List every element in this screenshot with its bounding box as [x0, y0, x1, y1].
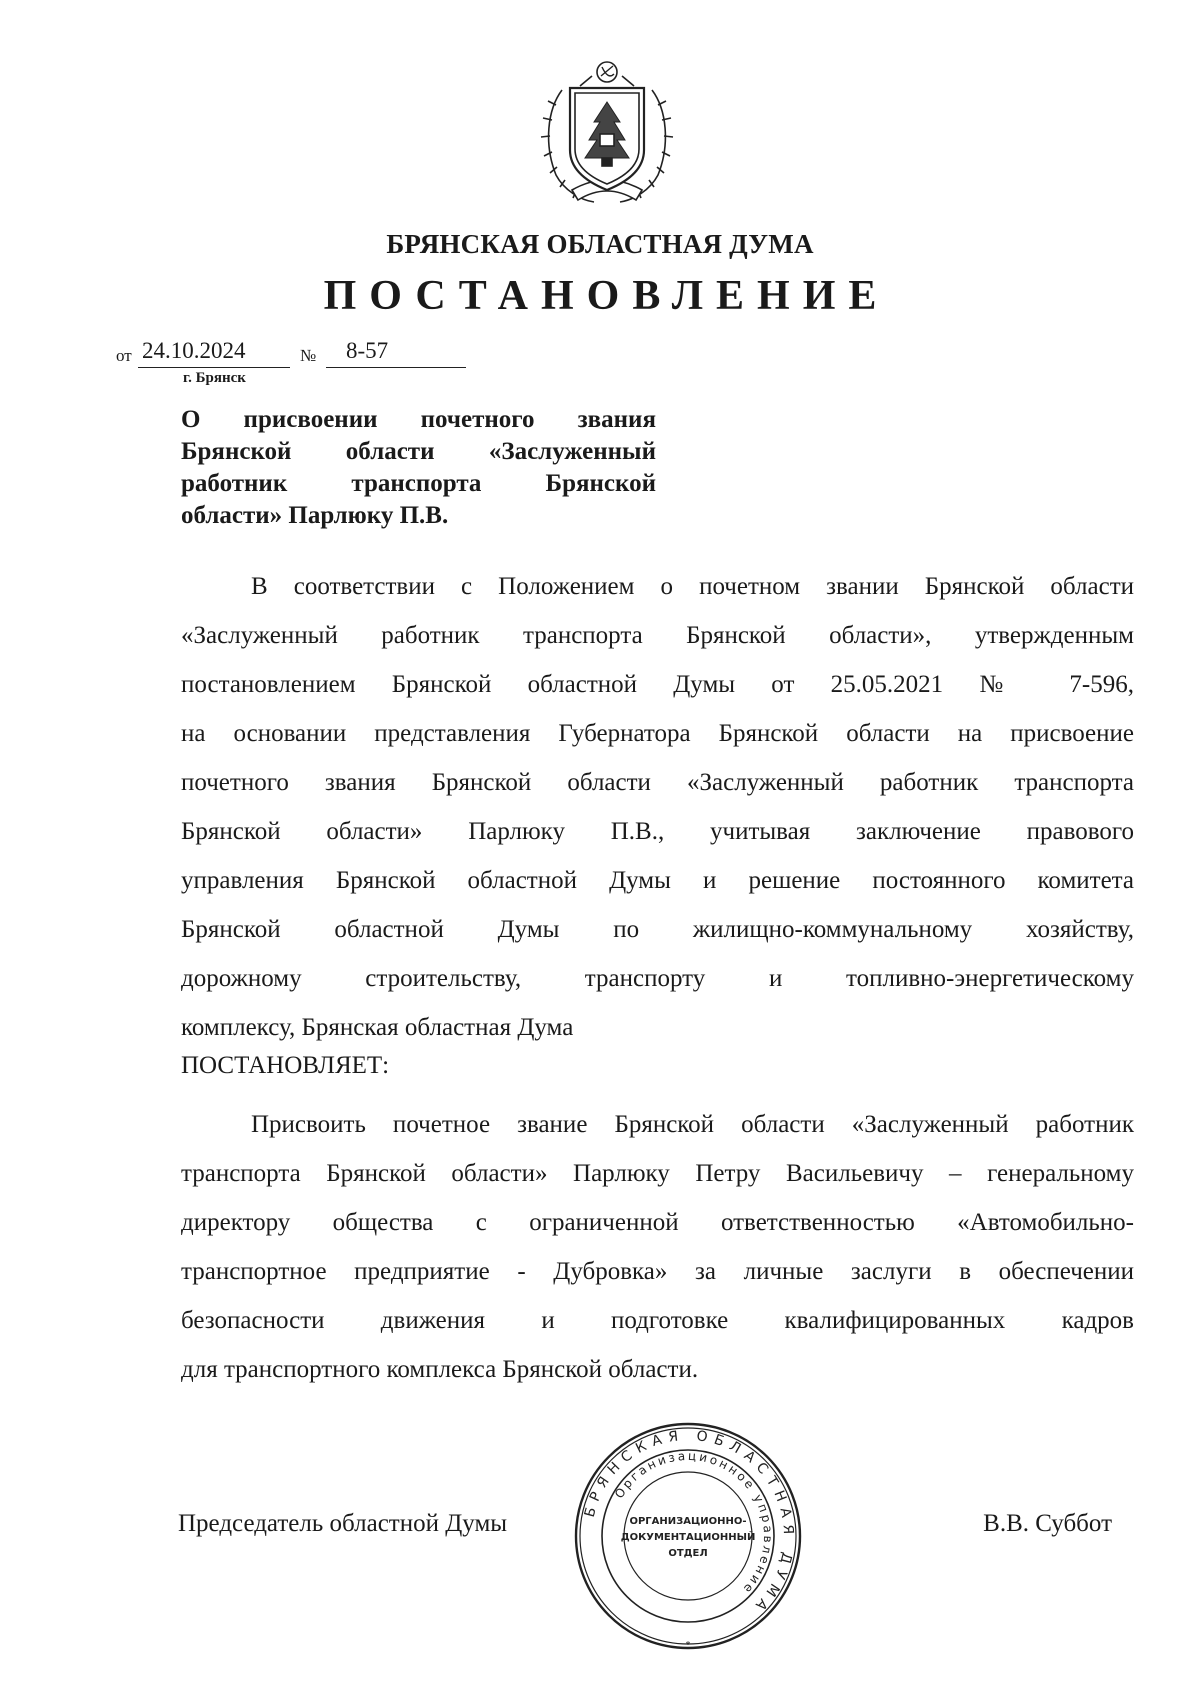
organization-title: БРЯНСКАЯ ОБЛАСТНАЯ ДУМА	[386, 229, 814, 259]
coat-of-arms-icon	[532, 50, 682, 208]
signer-position: Председатель областной Думы	[178, 1510, 508, 1537]
text-line: директору общества с ограниченной ответственностью «Автомобильно-	[181, 1209, 1134, 1236]
document-date: 24.10.2024	[142, 338, 246, 363]
subject-line: работник транспорта Брянской	[181, 470, 656, 497]
text-line: Присвоить почетное звание Брянской области «Заслуженный работник	[251, 1111, 1134, 1138]
text-line: Брянской областной Думы по жилищно-коммунальному хозяйству,	[181, 916, 1134, 943]
text-line: постановлением Брянской областной Думы от 25.05.2021 № 7-596,	[181, 671, 1134, 698]
document-type-title: ПОСТАНОВЛЕНИЕ	[323, 273, 890, 319]
subject-line: области» Парлюку П.В.	[181, 502, 449, 529]
resolution-paragraph	[181, 1100, 1134, 1394]
city-label: г. Брянск	[183, 370, 246, 386]
date-prefix: от	[116, 346, 132, 365]
text-line: В соответствии с Положением о почетном звании Брянской области	[251, 573, 1134, 600]
text-line: почетного звания Брянской области «Заслуженный работник транспорта	[181, 769, 1134, 796]
stamp-center-line: ДОКУМЕНТАЦИОННЫЙ	[620, 1532, 756, 1543]
stamp-inner-text: Организационное управление	[612, 1448, 776, 1598]
decree-word: ПОСТАНОВЛЯЕТ:	[181, 1052, 390, 1079]
signer-name: В.В. Суббот	[983, 1510, 1112, 1537]
text-line: управления Брянской областной Думы и решение постоянного комитета	[181, 867, 1134, 894]
number-prefix: №	[300, 346, 317, 365]
official-stamp	[572, 1420, 804, 1652]
stamp-center-line: ОТДЕЛ	[668, 1548, 708, 1559]
document-number: 8-57	[346, 338, 389, 363]
preamble-paragraph	[181, 562, 1134, 1052]
text-line: комплексу, Брянская областная Дума	[181, 1014, 574, 1041]
stamp-star-icon: *	[685, 1640, 691, 1651]
text-line: безопасности движения и подготовке квалифицированных кадров	[181, 1307, 1134, 1334]
text-line: для транспортного комплекса Брянской области.	[181, 1356, 699, 1383]
stamp-outer-text: БРЯНСКАЯ ОБЛАСТНАЯ ДУМА	[581, 1427, 797, 1618]
text-line: «Заслуженный работник транспорта Брянской области», утвержденным	[181, 622, 1134, 649]
subject-line: О присвоении почетного звания	[181, 406, 656, 433]
text-line: дорожному строительству, транспорту и топливно-энергетическому	[181, 965, 1134, 992]
text-line: Брянской области» Парлюку П.В., учитывая заключение правового	[181, 818, 1134, 845]
stamp-center-line: ОРГАНИЗАЦИОННО-	[629, 1516, 747, 1527]
date-number-row	[116, 330, 536, 370]
document-subject	[181, 404, 656, 532]
date-underline	[138, 367, 290, 368]
subject-line: Брянской области «Заслуженный	[181, 438, 656, 465]
text-line: на основании представления Губернатора Брянской области на присвоение	[181, 720, 1134, 747]
number-underline	[326, 367, 466, 368]
text-line: транспортное предприятие - Дубровка» за личные заслуги в обеспечении	[181, 1258, 1134, 1285]
text-line: транспорта Брянской области» Парлюку Петру Васильевичу – генеральному	[181, 1160, 1134, 1187]
